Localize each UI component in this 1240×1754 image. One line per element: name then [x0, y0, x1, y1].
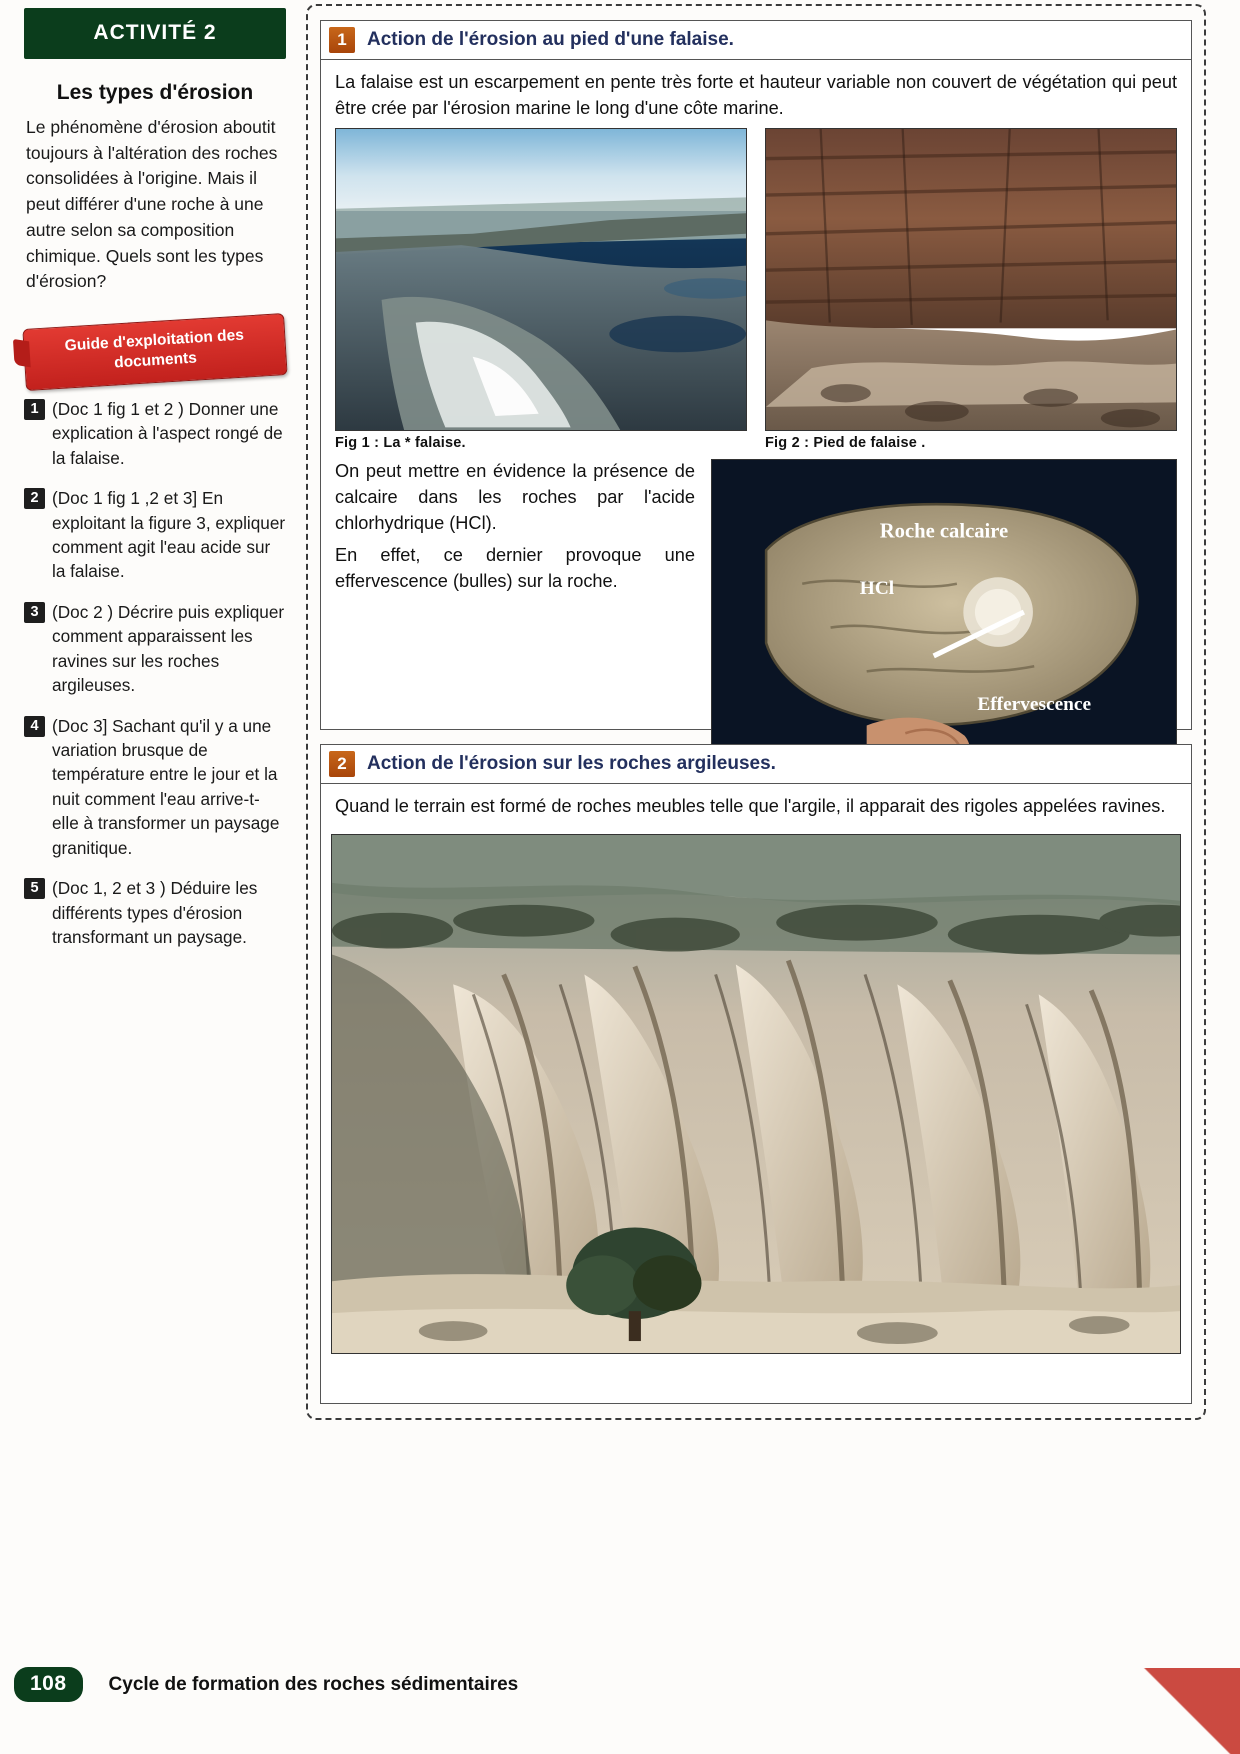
- cliff-foot-photo: [765, 128, 1177, 432]
- chapter-title: Cycle de formation des roches sédimentaires: [108, 1673, 519, 1695]
- document-number: 2: [329, 751, 355, 777]
- question-text: (Doc 1 fig 1 et 2 ) Donner une explication à l'aspect rongé de la falaise.: [52, 398, 283, 468]
- clay-ravines-photo: [331, 834, 1181, 1354]
- list-item: [24, 486, 286, 584]
- svg-text:Effervescence: Effervescence: [977, 694, 1092, 716]
- figure-1-caption: Fig 1 : La * falaise.: [335, 435, 466, 452]
- document-1: [320, 20, 1192, 730]
- question-number: 2: [24, 488, 45, 509]
- document-1-header: [321, 21, 1191, 60]
- figure-2: [765, 128, 1177, 452]
- document-1-paragraph-1: La falaise est un escarpement en pente très forte et hauteur variable non couvert de végétation qui peut être crée par l'érosion marine le long d'une côte marine.: [335, 72, 1177, 118]
- figure-2-caption: Fig 2 : Pied de falaise .: [765, 435, 926, 452]
- activity-banner: ACTIVITÉ 2: [24, 8, 286, 59]
- question-text: (Doc 3] Sachant qu'il y a une variation brusque de température entre le jour et la nuit comment l'eau arrive-t-elle à transformer un paysage granitique.: [52, 715, 280, 858]
- list-item: [24, 397, 286, 470]
- question-number: 5: [24, 878, 45, 899]
- documents-panel: [306, 4, 1206, 1420]
- guide-badge-wrapper: [24, 321, 286, 383]
- document-title: Action de l'érosion sur les roches argileuses.: [367, 753, 776, 774]
- document-1-body: [321, 60, 1191, 805]
- document-title: Action de l'érosion au pied d'une falaise.: [367, 29, 734, 50]
- corner-decoration: [1120, 1668, 1240, 1754]
- question-text: (Doc 2 ) Décrire puis expliquer comment apparaissent les ravines sur les roches argileuses.: [52, 601, 285, 696]
- guide-badge: Guide d'exploitation des documents: [22, 313, 287, 391]
- document-1-paragraph-3: En effet, ce dernier provoque une effervescence (bulles) sur la roche.: [335, 545, 695, 591]
- document-2-header: [321, 745, 1191, 784]
- question-number: 1: [24, 399, 45, 420]
- svg-text:HCl: HCl: [859, 578, 895, 600]
- activity-column: [24, 8, 286, 965]
- document-2: [320, 744, 1192, 1404]
- acid-on-limestone-photo: [711, 459, 1177, 777]
- document-1-paragraph-2: On peut mettre en évidence la présence de calcaire dans les roches par l'acide chlorhydrique (HCl).: [335, 461, 695, 534]
- list-item: [24, 600, 286, 698]
- figure-1: [335, 128, 747, 452]
- activity-title: Les types d'érosion: [56, 81, 254, 104]
- list-item: [24, 714, 286, 861]
- ravines-figure: [321, 828, 1191, 1364]
- activity-intro: Le phénomène d'érosion aboutit toujours à l'altération des roches consolidées à l'origine. Mais il peut différer d'une roche à une autre selon sa composition chimique. Quels sont les types d'érosion?: [26, 117, 278, 292]
- document-2-paragraph-1: Quand le terrain est formé de roches meubles telle que l'argile, il apparait des rigoles appelées ravines.: [335, 796, 1166, 816]
- question-text: (Doc 1 fig 1 ,2 et 3] En exploitant la figure 3, expliquer comment agit l'eau acide sur la falaise.: [52, 488, 286, 582]
- page-footer: [14, 1667, 518, 1702]
- svg-text:Roche calcaire: Roche calcaire: [879, 520, 1009, 543]
- cliff-coast-photo: [335, 128, 747, 432]
- document-number: 1: [329, 27, 355, 53]
- question-list: [24, 397, 286, 949]
- question-number: 3: [24, 602, 45, 623]
- list-item: [24, 876, 286, 949]
- question-text: (Doc 1, 2 et 3 ) Déduire les différents types d'érosion transformant un paysage.: [52, 878, 258, 947]
- question-number: 4: [24, 716, 45, 737]
- figure-row-top: [335, 128, 1177, 452]
- document-2-body: [321, 784, 1191, 828]
- page-number-badge: 108: [14, 1667, 83, 1702]
